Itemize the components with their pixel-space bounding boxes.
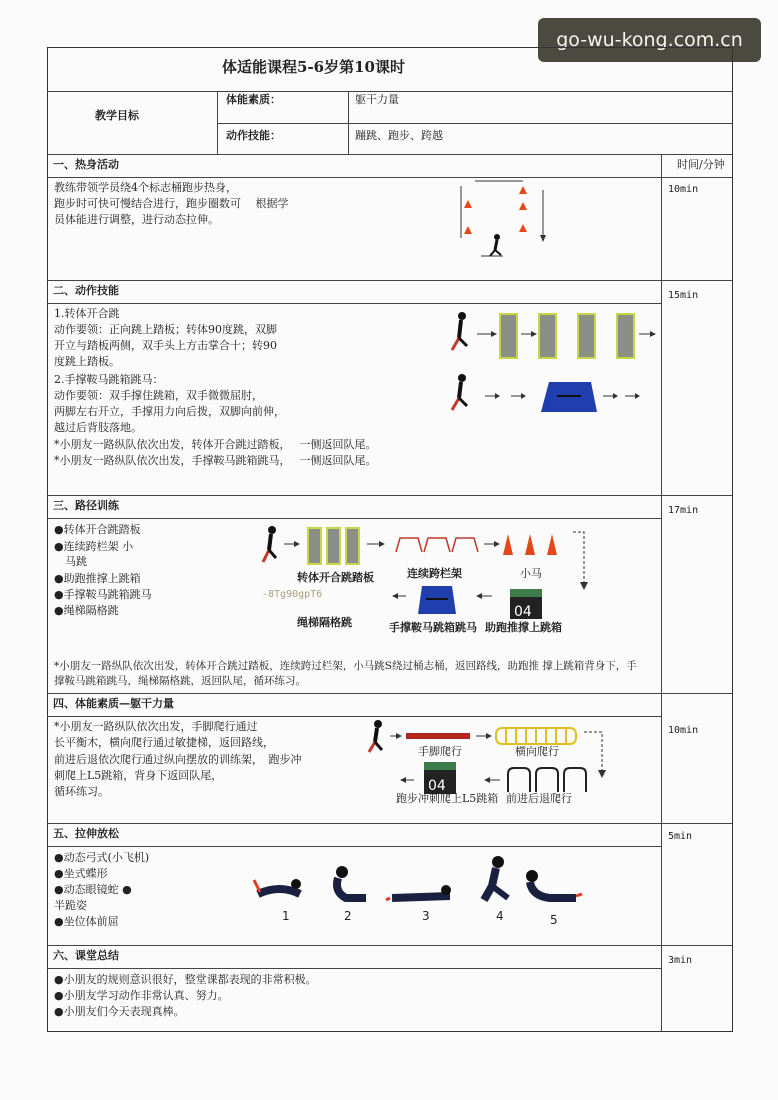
skills-text-line: *小朋友一路纵队依次出发，转体开合跳过踏板， 一侧返回队尾。 — [54, 438, 377, 451]
stretch-bullet: ●动态眼镜蛇 ● — [54, 883, 132, 896]
objectives-label: 教学目标 — [95, 109, 139, 122]
core-text-line: 前进后退依次爬行通过纵向摆放的训练架， 跑步冲 — [54, 753, 302, 766]
cone-icon — [519, 224, 527, 232]
skills-text-line: 动作要领：双手撑住跳箱，双手微微屈肘， — [54, 389, 263, 402]
skills-text-line: 度跳上踏板。 — [54, 355, 120, 368]
core-label-side-crawl: 横向爬行 — [515, 745, 559, 758]
core-text-line: *小朋友一路纵队依次出发，手脚爬行通过 — [54, 720, 258, 733]
core-label-sprint-box: 跑步冲刺爬上L5跳箱 — [396, 792, 499, 805]
circuit-bullet: ●手撑鞍马跳箱跳马 — [54, 588, 152, 601]
core-text-line: 长平衡木，横向爬行通过敏捷梯，返回路线， — [54, 736, 274, 749]
summary-bullet: ●小朋友的规则意识很好，整堂课都表现的非常积极。 — [54, 973, 317, 986]
circuit-label-pony: 小马 — [520, 567, 542, 580]
step-board-icon — [578, 314, 595, 358]
watermark-badge: go-wu-kong.com.cn — [538, 18, 761, 62]
warmup-text-line: 跑步时可快可慢结合进行，跑步圈数可 根据学 — [54, 197, 289, 210]
skills-text-line: 两脚左右开立，手撑用力向后拨，双脚向前伸， — [54, 405, 285, 418]
box-number: 04 — [514, 604, 532, 620]
page-title: 体适能课程5-6岁第10课时 — [222, 58, 405, 76]
warmup-text-line: 教练带领学员绕4个标志桶跑步热身， — [54, 181, 237, 194]
circuit-note: 撑鞍马跳箱跳马，绳梯隔格跳，返回队尾，循环练习。 — [54, 675, 306, 687]
svg-text:1: 1 — [282, 909, 290, 923]
time-header: 时间/分钟 — [677, 158, 725, 171]
step-board-icon — [346, 528, 359, 564]
quality-label: 体能素质： — [226, 93, 281, 106]
core-label-crawl: 手脚爬行 — [418, 745, 462, 758]
stretch-bullet: ●动态弓式(小飞机) — [54, 851, 150, 864]
cone-icon — [519, 186, 527, 194]
warmup-cone-diagram — [455, 178, 555, 262]
circuit-label-stepboard: 转体开合跳踏板 — [297, 571, 374, 584]
cone-icon — [547, 534, 557, 555]
section-heading-circuit: 三、路径训练 — [53, 499, 119, 512]
runner-icon — [452, 374, 467, 410]
stretch-pose-icon — [526, 870, 582, 898]
skills-text-line: 动作要领：正向跳上踏板；转体90度跳，双脚 — [54, 323, 277, 336]
cone-icon — [525, 534, 535, 555]
skills-text-line: 1.转体开合跳 — [54, 307, 120, 320]
circuit-note: *小朋友一路纵队依次出发，转体开合跳过踏板，连续跨过栏架，小马跳S绕过桶志桶，返回路线，助跑推 撑上跳箱背身下，手 — [54, 660, 637, 672]
circuit-bullet: 马跳 — [54, 555, 87, 568]
cone-icon — [464, 226, 472, 234]
summary-bullet: ●小朋友们今天表现真棒。 — [54, 1005, 185, 1018]
stretch-pose-icon — [484, 856, 508, 900]
svg-text:4: 4 — [496, 909, 504, 923]
summary-time: 3min — [668, 955, 693, 966]
circuit-code: -8Tg90gpT6 — [262, 589, 323, 600]
step-board-icon — [308, 528, 321, 564]
stretch-bullet: ●坐式蝶形 — [54, 867, 108, 880]
warmup-time: 10min — [668, 184, 699, 195]
section-heading-warmup: 一、热身活动 — [53, 158, 119, 171]
stretch-pose-icon — [336, 866, 366, 898]
stretch-poses-figure — [250, 850, 590, 930]
skills-text-line: 开立与踏板两侧，双手头上方击掌合十；转90 — [54, 339, 277, 352]
circuit-bullet: ●助跑推撑上跳箱 — [54, 572, 141, 585]
stretch-pose-icon — [386, 885, 451, 900]
stretch-bullet: 半跪姿 — [54, 899, 87, 912]
box-number: 04 — [428, 778, 446, 794]
step-board-icon — [500, 314, 517, 358]
stretch-time: 5min — [668, 831, 693, 842]
hurdle-icon — [396, 538, 478, 552]
quality-value: 躯干力量 — [355, 93, 399, 106]
section-heading-skills: 二、动作技能 — [53, 284, 119, 297]
skills-text-line: 2.手撑鞍马跳箱跳马： — [54, 373, 164, 386]
step-board-icon — [617, 314, 634, 358]
circuit-label-pushup-box: 助跑推撑上跳箱 — [485, 621, 562, 634]
skills-text-line: 越过后背肢落地。 — [54, 421, 142, 434]
circuit-bullet: ●绳梯隔格跳 — [54, 604, 119, 617]
skills-text-line: *小朋友一路纵队依次出发，手撑鞍马跳箱跳马， 一侧返回队尾。 — [54, 454, 377, 467]
cone-icon — [503, 534, 513, 555]
section-heading-core: 四、体能素质—躯干力量 — [53, 697, 174, 710]
step-board-icon — [539, 314, 556, 358]
balance-beam-icon — [406, 733, 470, 739]
cone-icon — [464, 200, 472, 208]
runner-icon — [452, 312, 467, 350]
circuit-bullet: ●连续跨栏架 小 — [54, 540, 134, 553]
skills-diagram — [445, 308, 660, 418]
warmup-text-line: 员体能进行调整，进行动态拉伸。 — [54, 213, 219, 226]
section-heading-stretch: 五、拉伸放松 — [53, 827, 119, 840]
step-board-icon — [327, 528, 340, 564]
circuit-label-ladder: 绳梯隔格跳 — [297, 616, 352, 629]
svg-text:5: 5 — [550, 913, 558, 927]
summary-bullet: ●小朋友学习动作非常认真、努力。 — [54, 989, 229, 1002]
runner-icon — [369, 720, 382, 752]
runner-icon — [263, 526, 276, 562]
circuit-label-hurdles: 连续跨栏架 — [407, 567, 462, 580]
skill-label: 动作技能： — [226, 129, 281, 142]
skills-time: 15min — [668, 290, 699, 301]
stretch-bullet: ●坐位体前屈 — [54, 915, 119, 928]
section-heading-summary: 六、课堂总结 — [53, 949, 119, 962]
agility-ladder-icon — [496, 728, 576, 744]
crawl-frame-icon — [508, 768, 586, 792]
runner-icon — [490, 234, 501, 256]
stretch-pose-icon — [254, 879, 301, 894]
svg-text:3: 3 — [422, 909, 430, 923]
core-text-line: 刺爬上L5跳箱，背身下返回队尾， — [54, 769, 223, 782]
circuit-time: 17min — [668, 505, 699, 516]
svg-text:2: 2 — [344, 909, 352, 923]
core-text-line: 循环练习。 — [54, 785, 109, 798]
core-label-forward-back: 前进后退爬行 — [506, 792, 572, 805]
circuit-label-vault: 手撑鞍马跳箱跳马 — [389, 621, 477, 634]
circuit-bullet: ●转体开合跳踏板 — [54, 523, 141, 536]
core-time: 10min — [668, 725, 699, 736]
cone-icon — [519, 202, 527, 210]
skill-value: 蹦跳、跑步、跨越 — [355, 129, 443, 142]
